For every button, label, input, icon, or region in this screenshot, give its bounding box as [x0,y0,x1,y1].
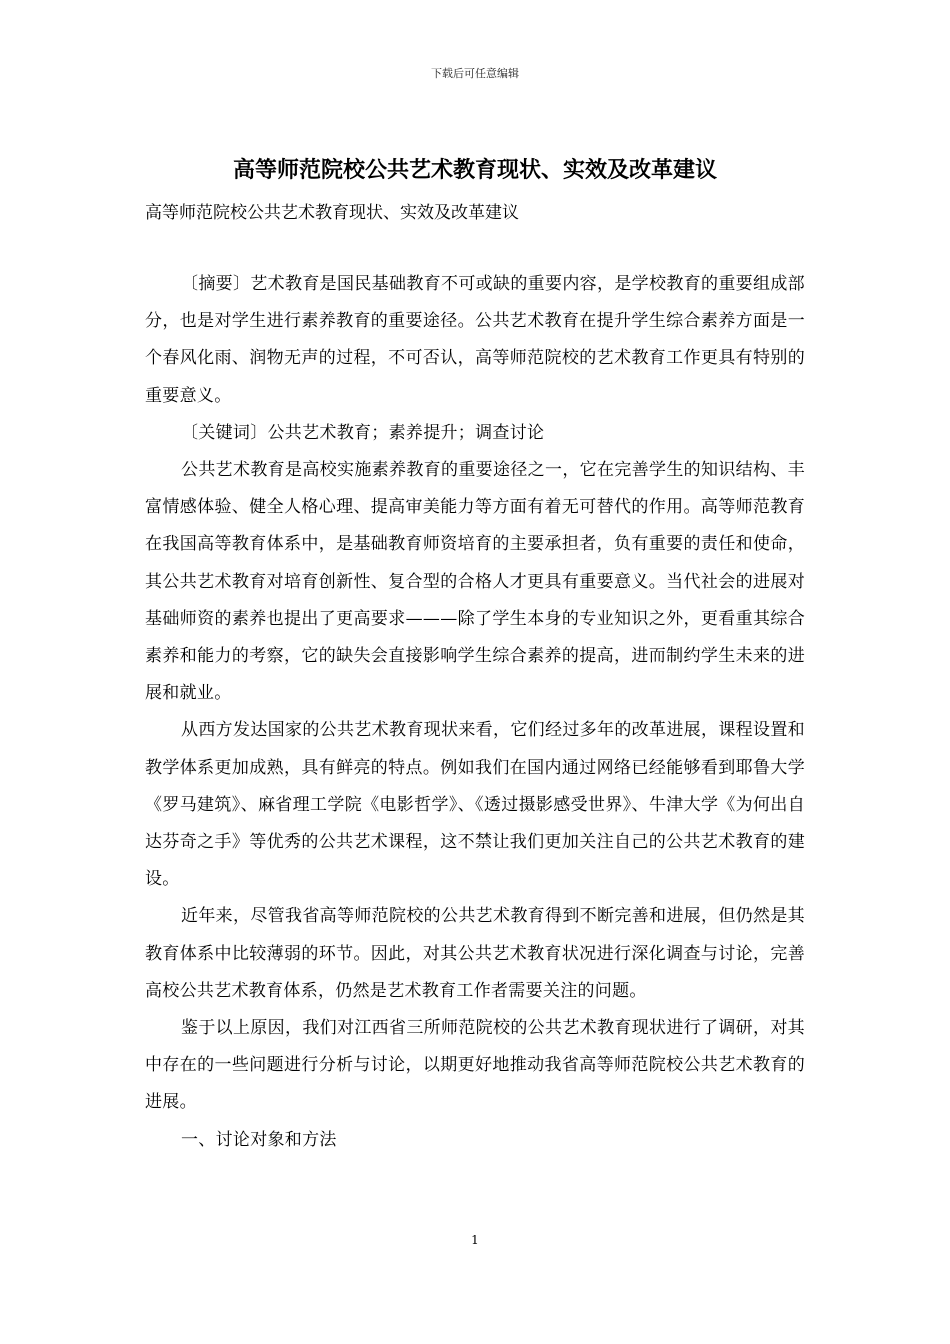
section-heading: 一、讨论对象和方法 [181,1129,337,1150]
header-note: 下载后可任意编辑 [431,67,519,80]
keywords-paragraph: 〔关键词〕公共艺术教育；素养提升；调查讨论 [181,422,545,443]
page-number: 1 [471,1233,479,1247]
body-paragraph: 近年来，尽管我省高等师范院校的公共艺术教育得到不断完善和进展，但仍然是其教育体系中比较薄弱的环节。因此，对其公共艺术教育状况进行深化调查与讨论，完善高校公共艺术教育体系，仍然是艺术教育工作者需要关注的问题。 [145,906,805,1001]
body-paragraph: 鉴于以上原因，我们对江西省三所师范院校的公共艺术教育现状进行了调研，对其中存在的一些问题进行分析与讨论，以期更好地推动我省高等师范院校公共艺术教育的进展。 [145,1018,805,1113]
document-body [145,266,805,1159]
body-paragraph: 公共艺术教育是高校实施素养教育的重要途径之一，它在完善学生的知识结构、丰富情感体验、健全人格心理、提高审美能力等方面有着无可替代的作用。高等师范教育在我国高等教育体系中，是基础教育师资培育的主要承担者，负有重要的责任和使命，其公共艺术教育对培育创新性、复合型的合格人才更具有重要意义。当代社会的进展对基础师资的素养也提出了更高要求———除了学生本身的专业知识之外，更看重其综合素养和能力的考察，它的缺失会直接影响学生综合素养的提高，进而制约学生未来的进展和就业。 [145,460,805,704]
document-subtitle: 高等师范院校公共艺术教育现状、实效及改革建议 [145,203,519,223]
body-paragraph: 从西方发达国家的公共艺术教育现状来看，它们经过多年的改革进展，课程设置和教学体系更加成熟，具有鲜亮的特点。例如我们在国内通过网络已经能够看到耶鲁大学《罗马建筑》、麻省理工学院《电影哲学》、《透过摄影感受世界》、牛津大学《为何出自达芬奇之手》等优秀的公共艺术课程，这不禁让我们更加关注自己的公共艺术教育的建设。 [145,720,805,890]
abstract-paragraph: 〔摘要〕艺术教育是国民基础教育不可或缺的重要内容，是学校教育的重要组成部分，也是对学生进行素养教育的重要途径。公共艺术教育在提升学生综合素养方面是一个春风化雨、润物无声的过程，不可否认，高等师范院校的艺术教育工作更具有特别的重要意义。 [145,274,805,406]
document-title: 高等师范院校公共艺术教育现状、实效及改革建议 [232,157,717,183]
